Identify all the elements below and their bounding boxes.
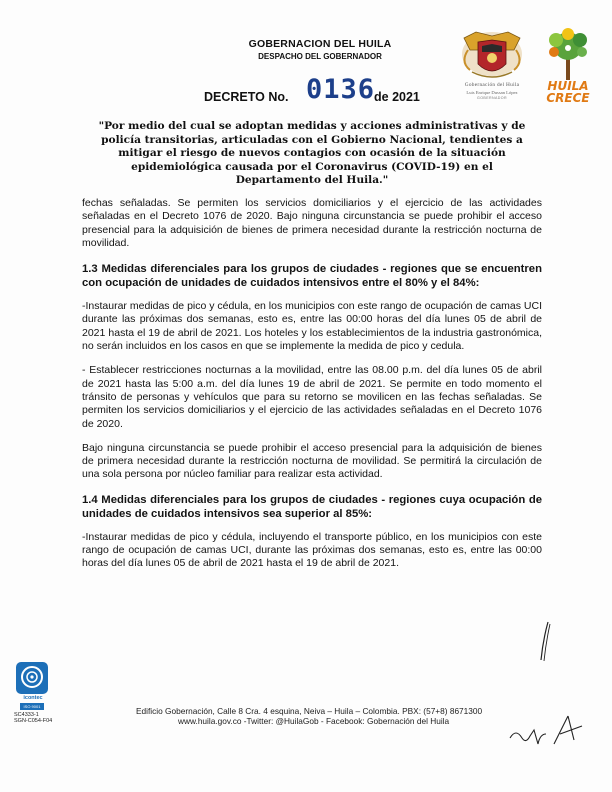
section-1-3-paragraph-2: - Establecer restricciones nocturnas a la movilidad, entre las 08.00 p.m. del día lunes 05 de abril de 2021 hasta las 5:00 a.m. del día lunes 19 de abril de 2021. Se permite en todo momento el tránsito de personas y vehículos que para su retorno se movilicen en las fechas señaladas. Se permiten los servicios domiciliarios y el ejercicio de las actividades señaladas en el Decreto 1076 de 2020. — [82, 364, 542, 430]
decree-label: DECRETO No. — [204, 90, 289, 104]
iso-standard: ISO 9001 — [20, 703, 44, 710]
document-body — [82, 197, 542, 571]
section-1-4-paragraph-1: -Instaurar medidas de pico y cédula, incluyendo el transporte público, en los municipios con este rango de ocupación de camas UCI, durante las próximas dos semanas, esto es, entre las 00:00 horas del día lunes 05 de abril de 2021 hasta el 19 de abril de 2021. — [82, 530, 542, 570]
section-1-4-heading: 1.4 Medidas diferenciales para los grupos de ciudades - regiones cuya ocupación de unidades de cuidados intensivos sea superior al 85%: — [82, 493, 542, 520]
decree-number: 0136 — [306, 74, 376, 105]
certificate-code: SC4333-1 — [14, 712, 39, 718]
decree-line — [204, 74, 444, 108]
footer-address: Edificio Gobernación, Calle 8 Cra. 4 esquina, Neiva – Huila – Colombia. PBX: (57+8) 8671300 — [136, 706, 483, 716]
footer-web: www.huila.gov.co -Twitter: @HuilaGob - Facebook: Gobernación del Huila — [178, 716, 450, 726]
section-1-3-heading: 1.3 Medidas diferenciales para los grupos de ciudades - regiones que se encuentren con ocupación de unidades de cuidados intensivos entre el 80% y el 84%: — [82, 263, 542, 290]
handwritten-signature — [504, 704, 592, 752]
decree-year: de 2021 — [374, 90, 420, 104]
certification-icon — [16, 662, 48, 694]
section-1-3-paragraph-1: -Instaurar medidas de pico y cédula, en los municipios con este rango de ocupación de camas UCI durante las próximas dos semanas, esto es, entre las 00:00 horas del día lunes 05 de abril de 2021 hasta el 19 de abril de 2021. Los hoteles y los establecimientos de la industria gastronómica, no serán incluidos en los casos en que se implemente la medida de pico y cedula. — [82, 300, 542, 353]
intro-paragraph: fechas señaladas. Se permiten los servicios domiciliarios y el ejercicio de las actividades señaladas en el Decreto 1076 de 2020. Bajo ninguna circunstancia se puede prohibir el acceso presencial para la adquisición de bienes de primera necesidad durante la restricción nocturna de movilidad. — [82, 197, 542, 249]
margin-initial-mark — [539, 620, 551, 662]
section-1-3-paragraph-3: Bajo ninguna circunstancia se puede prohibir el acceso presencial para la adquisición de bienes de primera necesidad durante la restricción nocturna de movilidad. Se permitirá la circulación de una sola persona por núcleo familiar para realizar esta actividad. — [82, 441, 542, 481]
huila-crece-wordmark: HUILA CRECE — [546, 79, 590, 105]
institution-title: GOBERNACION DEL HUILA — [248, 38, 392, 50]
office-subtitle: DESPACHO DEL GOBERNADOR — [258, 52, 382, 61]
coat-caption-governor: Luis Enrique Dussan López — [466, 90, 518, 95]
icontec-name: icontec — [23, 695, 43, 701]
tree-of-hands-icon — [540, 28, 596, 82]
coat-caption-role: GOBERNADOR — [477, 96, 507, 100]
document-code: SGN-C054-F04 — [14, 718, 53, 724]
icontec-certification-badge — [16, 662, 48, 709]
coat-caption-institution: Gobernación del Huila — [464, 82, 520, 88]
decree-title: "Por medio del cual se adoptan medidas y acciones administrativas y de policía transitorias, articuladas con el Gobierno Nacional, tendientes a mitigar el riesgo de nuevos contagios con ocasión de la situación epidemiológica causada por el Coronavirus (COVID-19) en el Departamento del Huila." — [98, 120, 526, 186]
